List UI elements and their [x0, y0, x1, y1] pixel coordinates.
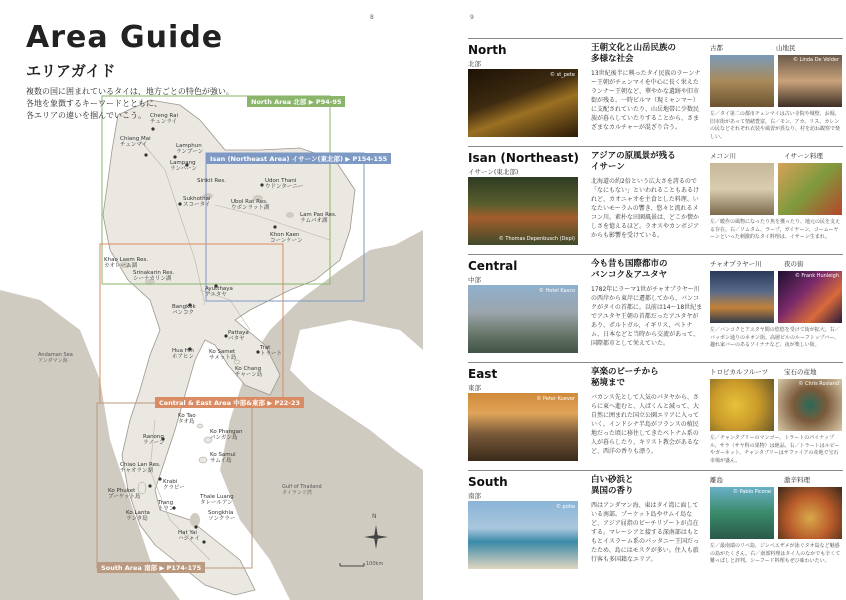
thumb-label-1: チャオプラヤー川	[710, 260, 762, 268]
thumb-caption: 左／暖作の風物になったり魚を獲ったり、地元の民を支える存在。右／ソムタム、ラープ、ガイヤーン、コームーヤーンといった刺激的なタイ料理は、イサーン生まれ。	[710, 219, 841, 240]
city-label: Hua Hin ホアヒン	[172, 348, 195, 360]
island-label: Ko Chang チャーン島	[235, 366, 263, 378]
page-number-right: 9	[470, 14, 474, 21]
isan-area-tag[interactable]: Isan (Northeast Area) イサーン(東北部) ▶ P154-155	[206, 153, 391, 164]
central-east-area-tag[interactable]: Central & East Area 中部&東部 ▶ P22-23	[155, 397, 304, 408]
thumb-photo-2	[778, 487, 842, 539]
city-label: Sukhothai スコータイ	[183, 196, 211, 208]
compass-rose	[364, 525, 388, 549]
area-title-jp: イサーン(東北部)	[468, 168, 519, 176]
area-headline: 王朝文化と山岳民族の 多様な社会	[591, 43, 677, 64]
page-title: Area Guide	[26, 20, 224, 55]
thumb-photo-2	[778, 163, 842, 215]
thumb-caption: 左／最南端のリペ島、ジンベエザメが泳ぐタオ島など魅惑の島がたくさん。右／南部料理はタイ人のなかでも辛くて難っぱしと評判。シーフード料理もぜひ味わいたい。	[710, 543, 841, 564]
lake-label: Lam Pao Res. ラムパオ湖	[300, 212, 337, 224]
city-label: Songkhla ソンクラー	[208, 510, 236, 522]
thumb-label-2: 山地民	[776, 44, 796, 52]
island-label: Ko Phuket プーケット島	[108, 488, 141, 500]
area-headline: 今も昔も国際都市の バンコク＆アユタヤ	[591, 259, 668, 280]
area-description: 西はアンダマン海、東はタイ湾に面している南部。プーケット島やサムイ島など、アジア屈指のビーチリゾートが点在する。マレーシアと接する深南部はもともとイスラーム系のパッタニー王国だったため、島にはモスクが多い。住人も旅行客も多国籍なエリア。	[591, 502, 699, 563]
area-title-jp: 東部	[468, 384, 481, 392]
thumb-photo-2: © Linda De Volder	[778, 55, 842, 107]
island-label: Ko Samet サメット島	[209, 349, 237, 361]
area-description: 北海道の約2倍という広大さを誇るので「なにもない」といわれることもあるけれど、カオニャオを主食とした料理、いなたいモーラムの響き、悠々と流れるメコン川。素朴な田園風景は、どこか懐かしさを憶えるほど。ラオスやカンボジアからも影響を受けている。	[591, 178, 700, 239]
sea-label: Andaman Sea アンダマン海	[38, 352, 73, 364]
area-description: 1782年にラーマ1世がチャオプラヤー川の西岸から東岸に遷都してから、バンコクがタイの首都に。以前は14〜18世紀までアユタヤ王朝の首都だったアユタヤがあり、ポルトガル、イギリス、ベトナム、日本などと当時から交流があって、国際都市として栄えていた。	[591, 286, 703, 347]
area-main-photo: © poha	[468, 501, 578, 569]
area-row-south	[468, 470, 843, 576]
area-title: Central	[468, 259, 518, 273]
thumb-label-2: 夜の街	[784, 260, 804, 268]
thumb-photo-1	[710, 163, 774, 215]
thumb-caption: 左／タイ第二の都市チェンマイは古い寺院や城壁、お堀、旧市街があって情緒豊富。右／モン、アカ、リス、カレンの民などそれぞれ衣装や風習が異なり、村を訪ね観察で楽しい。	[710, 111, 841, 140]
thumb-label-2: 激辛料理	[784, 476, 810, 484]
city-label: Ayutthaya アユタヤ	[205, 286, 233, 298]
island-label: Ko Samui サムイ島	[210, 452, 236, 464]
area-title: South	[468, 475, 508, 489]
lake-label: Chiao Lan Res. チャオラン湖	[120, 462, 161, 474]
area-main-photo: © Hotel Kasco	[468, 285, 578, 353]
city-label: Ranong ラノーン	[143, 434, 165, 446]
city-label: Bangkok バンコク	[172, 304, 196, 316]
area-description: 13世紀後半に興ったタイ民族のラーンナー王朝がチェンマイを中心に長く栄えたランナー王朝など、華やかな遺跡や旧市街が残る。一時ビルマ（現ミャンマー）に支配されていたり、山岳地帯に少数民族が暮らしていたりすることから、さまざまなカルチャーが混ざり合う。	[591, 70, 701, 131]
area-details-page	[423, 0, 846, 600]
area-title-jp: 南部	[468, 492, 481, 500]
thumb-label-1: 古都	[710, 44, 723, 52]
island-label: Ko Phangan パンガン島	[210, 429, 243, 441]
area-main-photo: © st_pete	[468, 69, 578, 137]
city-label: Trang トラン	[158, 500, 175, 512]
city-label: Lampang ランパーン	[170, 160, 198, 172]
area-row-central	[468, 254, 843, 360]
south-area-tag[interactable]: South Area 南部 ▶ P174-175	[97, 562, 205, 573]
area-row-east	[468, 362, 843, 468]
area-headline: アジアの原風景が残る イサーン	[591, 151, 676, 172]
area-description: バカンス先として人気のパタヤから、さらに東へ進むと、人ばくんと減って、大自然に囲まれた国立公園エリアに入っていく。インドシナ半島がフランスの植民地だった頃に移住してきたベトナム系の人が暮らしたり、キリスト教会があるなど、西洋の香りも漂う。	[591, 394, 700, 455]
city-label: Khon Kaen コーンケーン	[270, 232, 303, 244]
thumb-photo-1: © Pablo Picone	[710, 487, 774, 539]
thumb-photo-2: © Chris Rosland	[778, 379, 842, 431]
thumb-photo-1	[710, 271, 774, 323]
thumb-label-1: メコン川	[710, 152, 736, 160]
sea-label: Gulf of Thailand タイランド湾	[282, 484, 322, 496]
page-subtitle: エリアガイド	[26, 62, 116, 80]
city-label: Udon Thani ウドンターニー	[265, 178, 304, 190]
area-title: Isan (Northeast)	[468, 151, 579, 165]
thumb-label-2: 宝石の産地	[784, 368, 817, 376]
island-label: Ko Lanta ランタ島	[126, 510, 150, 522]
area-title-jp: 北部	[468, 60, 481, 68]
city-label: Hat Yai ハジャイ	[178, 530, 200, 542]
city-label: Cheng Rai チェンライ	[150, 113, 179, 125]
area-title: North	[468, 43, 507, 57]
area-row-north	[468, 38, 843, 144]
island-label: Ko Tao タオ島	[178, 413, 196, 425]
thumb-label-1: トロピカルフルーツ	[710, 368, 768, 376]
lake-label: Ubol Rat Res. ウボンラット湖	[231, 199, 270, 211]
lake-label: Khao Laem Res. カオレーム湖	[104, 257, 149, 269]
thumb-photo-2: © Frank Hunleigh	[778, 271, 842, 323]
page-number-left: 8	[370, 14, 374, 21]
area-headline: 享楽のビーチから 秘境まで	[591, 367, 659, 388]
city-label: Krabi クラビー	[163, 479, 185, 491]
area-main-photo: © Peter Kuever	[468, 393, 578, 461]
thumb-caption: 左／チャンタブリーのマンゴー、トラートのパイナップル、サラ（サヤ科の果物）は絶品。右／トラートはルビーやガーネット、チャンタブリーはサファイアの産地で宝石市場が盛ん。	[710, 435, 840, 464]
city-label: Chiang Mai チェンマイ	[120, 136, 151, 148]
area-row-isan	[468, 146, 843, 252]
thumb-caption: 左／バンコクとアユタヤ間の悠悠を受けて街が拡大。右／バッポン通りのネオン街、高層ビルのルーフトップバー、趣れ家バーのあるソイナナなど、夜が楽しい街。	[710, 327, 840, 348]
city-label: Trat トラート	[260, 345, 283, 357]
scale-label: 100km	[366, 561, 384, 567]
area-headline: 白い砂浜と 異国の香り	[591, 475, 634, 496]
thumb-photo-1	[710, 55, 774, 107]
intro-text: 複数の国に囲まれているタイは、地方ごとの特色が強い。 各地を象徴するキーワードとともに、 各エリアの違いを掴んでいこう。	[26, 87, 234, 120]
thumb-label-1: 離島	[710, 476, 723, 484]
city-label: Lamphun ランプーン	[176, 143, 204, 155]
lake-label: Thale Luang タレールアン	[200, 494, 234, 506]
north-area-tag[interactable]: North Area 北部 ▶ P94-95	[247, 96, 345, 107]
thumb-label-2: イサーン料理	[784, 152, 823, 160]
lake-label: Sirikit Res.	[197, 178, 226, 184]
area-main-photo: © Thomas Depenbusch (Depi)	[468, 177, 578, 245]
area-title: East	[468, 367, 498, 381]
compass-north-label: N	[372, 513, 377, 520]
lake-label: Srinakarin Res. シーナカリン湖	[133, 270, 175, 282]
thumb-photo-1	[710, 379, 774, 431]
area-title-jp: 中部	[468, 276, 481, 284]
city-label: Pattaya パタヤ	[228, 330, 249, 342]
neighbor-land-east	[290, 320, 423, 470]
